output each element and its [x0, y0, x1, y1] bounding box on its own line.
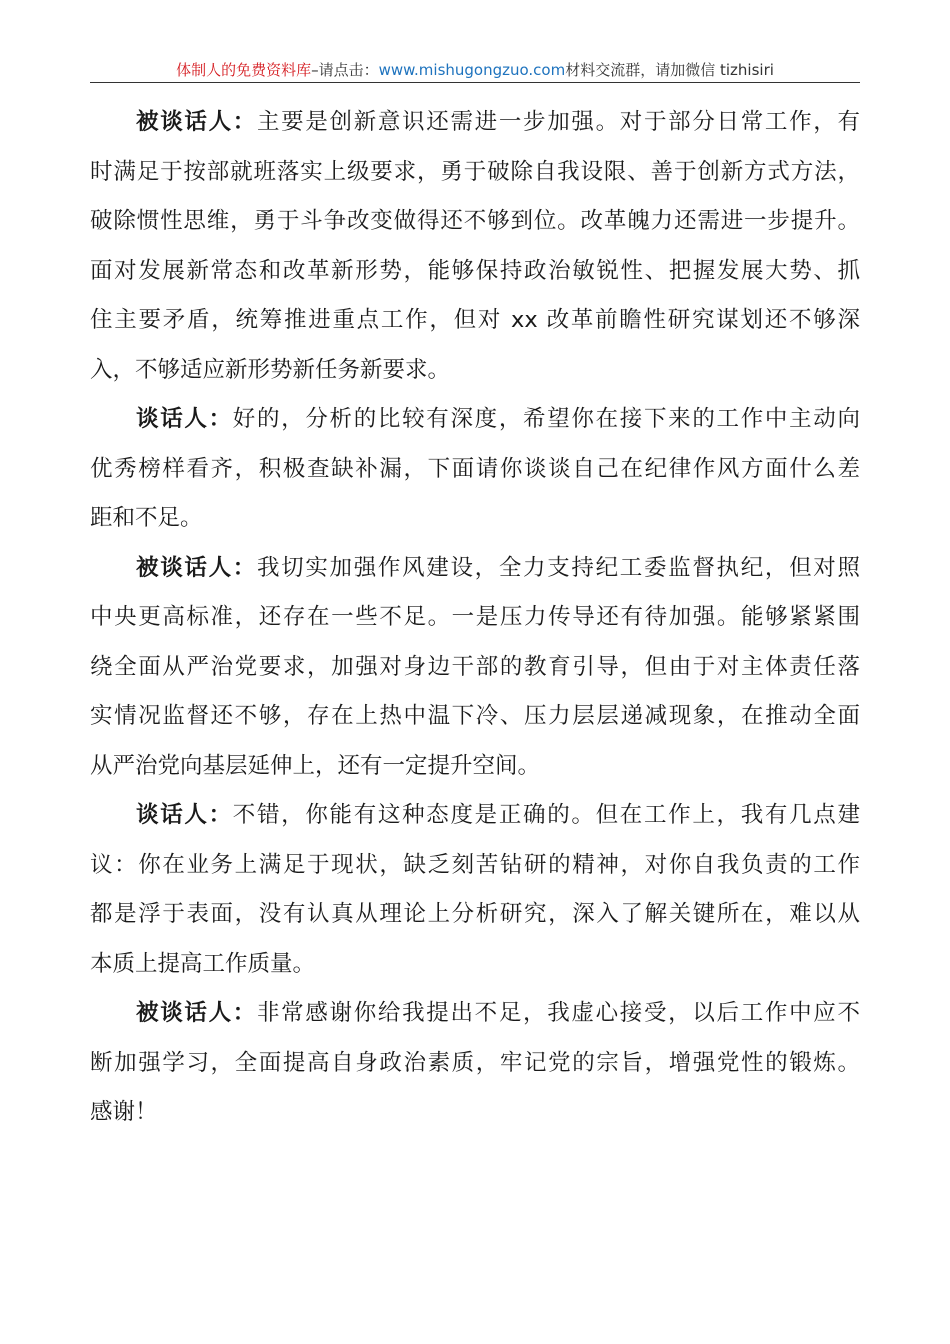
- speaker-label: 谈话人：: [136, 802, 233, 828]
- paragraph-line: 断加强学习，全面提高自身政治素质，牢记党的宗旨，增强党性的锻炼。: [90, 1049, 860, 1076]
- dialogue-paragraph: [90, 791, 860, 989]
- paragraph-line: 实情况监督还不够，存在上热中温下冷、压力层层递减现象，在推动全面: [90, 703, 860, 729]
- paragraph-line: 破除惯性思维，勇于斗争改变做得还不够到位。改革魄力还需进一步提升。: [90, 208, 860, 234]
- speaker-label: 被谈话人：: [136, 109, 257, 135]
- paragraph-line: 绕全面从严治党要求，加强对身边干部的教育引导，但由于对主体责任落: [90, 653, 860, 680]
- paragraph-line: [90, 989, 860, 1039]
- header-note: 材料交流群，请加微信 tizhisiri: [565, 61, 774, 79]
- line-text: 非常感谢你给我提出不足，我虚心接受，以后工作中应不: [256, 1000, 860, 1026]
- dialogue-paragraph: [90, 989, 860, 1138]
- dialogue-body: [90, 98, 860, 1138]
- dialogue-paragraph: [90, 395, 860, 544]
- speaker-label: 谈话人：: [136, 406, 233, 432]
- paragraph-line: 面对发展新常态和改革新形势，能够保持政治敏锐性、把握发展大势、抓: [90, 257, 860, 284]
- speaker-label: 被谈话人：: [136, 554, 257, 581]
- paragraph-line: 住主要矛盾，统筹推进重点工作，但对 xx 改革前瞻性研究谋划还不够深: [90, 307, 860, 333]
- paragraph-line: [90, 395, 860, 445]
- paragraph-line: 感谢！: [90, 1099, 158, 1125]
- paragraph-line: [90, 544, 860, 594]
- paragraph-line: 距和不足。: [90, 505, 203, 531]
- speaker-label: 被谈话人：: [136, 1000, 257, 1026]
- paragraph-line: 议：你在业务上满足于现状，缺乏刻苦钻研的精神，对你自我负责的工作: [90, 851, 860, 878]
- line-text: 好的，分析的比较有深度，希望你在接下来的工作中主动向: [232, 406, 860, 432]
- paragraph-line: 都是浮于表面，没有认真从理论上分析研究，深入了解关键所在，难以从: [90, 901, 860, 927]
- paragraph-line: 优秀榜样看齐，积极查缺补漏，下面请你谈谈自己在纪律作风方面什么差: [90, 455, 860, 482]
- paragraph-line: 中央更高标准，还存在一些不足。一是压力传导还有待加强。能够紧紧围: [90, 604, 860, 630]
- paragraph-line: 入，不够适应新形势新任务新要求。: [90, 356, 451, 383]
- paragraph-line: [90, 98, 860, 148]
- site-name: 体制人的免费资料库: [176, 61, 312, 79]
- paragraph-line: 时满足于按部就班落实上级要求，勇于破除自我设限、善于创新方式方法，: [90, 158, 860, 185]
- paragraph-line: [90, 791, 860, 841]
- dialogue-paragraph: [90, 98, 860, 395]
- line-text: 主要是创新意识还需进一步加强。对于部分日常工作，有: [256, 109, 860, 135]
- header-prompt: –请点击：: [311, 61, 379, 79]
- header-divider: [90, 82, 860, 83]
- line-text: 我切实加强作风建设，全力支持纪工委监督执纪，但对照: [256, 554, 860, 581]
- page-header: [90, 58, 860, 82]
- site-url-link[interactable]: www.mishugongzuo.com: [378, 61, 566, 79]
- paragraph-line: 本质上提高工作质量。: [90, 950, 316, 977]
- line-text: 不错，你能有这种态度是正确的。但在工作上，我有几点建: [232, 802, 860, 828]
- paragraph-line: 从严治党向基层延伸上，还有一定提升空间。: [90, 752, 541, 779]
- dialogue-paragraph: [90, 544, 860, 792]
